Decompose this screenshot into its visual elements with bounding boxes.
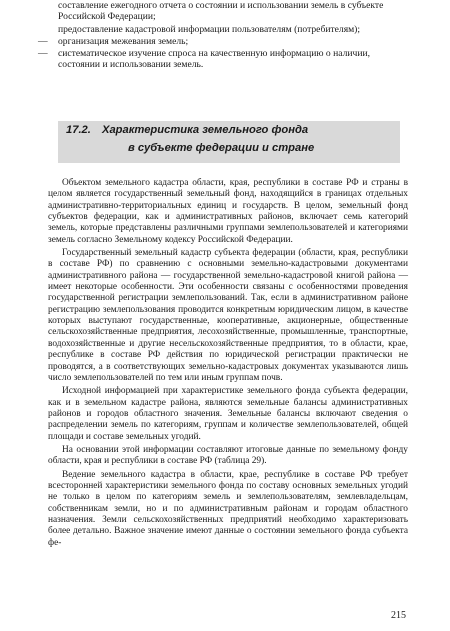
paragraph: Ведение земельного кадастра в области, крае, республике в составе РФ требует всесторонней характеристики земельного фонда по составу основных земельных угодий не только в целом по категориям земель и землепользователям, землевладельцам, собственникам земли, но и по административным районам и городам областного назначения. Земли сельскохозяйственных предприятий необходимо характеризовать более детально. Важное значение имеют данные о состоянии земельного фонда субъекта фе- <box>48 469 408 548</box>
section-title-line1: Характеристика земельного фонда <box>102 124 309 136</box>
page-number: 215 <box>391 610 406 621</box>
list-dash: — <box>38 35 48 47</box>
paragraph: Исходной информацией при характеристике земельного фонда субъекта федерации, как и в земельном кадастре района, являются земельные балансы административных районов и городов областного значения. Земельные балансы включают сведения о распределении земель по категориям, группам и количестве землепользователей, общей площади и составе земельных угодий. <box>48 386 408 442</box>
section-title-line2: в субъекте федерации и стране <box>128 142 315 154</box>
paragraph: На основании этой информации составляют итоговые данные по земельному фонду области, края и республики в составе РФ (таблица 29). <box>48 444 408 467</box>
top-list <box>38 0 408 71</box>
list-item-text: предоставление кадастровой информации пользователям (потребителям); <box>58 23 361 35</box>
list-item <box>38 35 408 47</box>
paragraph: Объектом земельного кадастра области, края, республики в составе РФ и страны в целом является государственный земельный фонд, находящийся в границах отдельных административно-территориальных единиц и государств. В целом, земельный фонд субъектов федерации, как и административных районов, включает семь категорий земель, которые представлены различными группами землепользователей и категориями земель согласно Земельному кодексу Российской Федерации. <box>48 178 408 245</box>
list-dash: — <box>38 48 48 60</box>
list-item-text: систематическое изучение спроса на качественную информацию о наличии, состоянии и использовании земель. <box>58 48 370 71</box>
list-item <box>58 0 408 23</box>
list-item <box>38 48 408 71</box>
list-item-text: составление ежегодного отчета о состоянии и использовании земель в субъекте Российской Федерации; <box>58 0 384 23</box>
section-heading <box>58 121 400 163</box>
body-text <box>48 178 408 551</box>
list-item-text: организация межевания земель; <box>58 35 189 47</box>
paragraph: Государственный земельный кадастр субъекта федерации (области, края, республики в составе РФ) по сравнению с основными земельно-кадастровыми документами административного района — государственной земельно-кадастровой книгой района — имеет некоторые особенности. Эти особенности связаны с особенностями проведения государственной регистрации землепользований. Так, если в административном районе регистрацию землепользования проводится конкретным юридическим лицом, в качестве которых выступают государственные, кооперативные, акционерные, общественные сельскохозяйственные предприятия, лесохозяйственные, промышленные, транспортные, водохозяйственные и другие несельскохозяйственные предприятия, то в области, крае, республике в составе РФ действия по юридической регистрации практически не проводятся, а в соответствующих земельно-кадастровых документах указываются лишь число землепользователей по тем или иным группам почв. <box>48 248 408 383</box>
section-number: 17.2. <box>66 124 91 136</box>
list-item <box>58 24 408 35</box>
